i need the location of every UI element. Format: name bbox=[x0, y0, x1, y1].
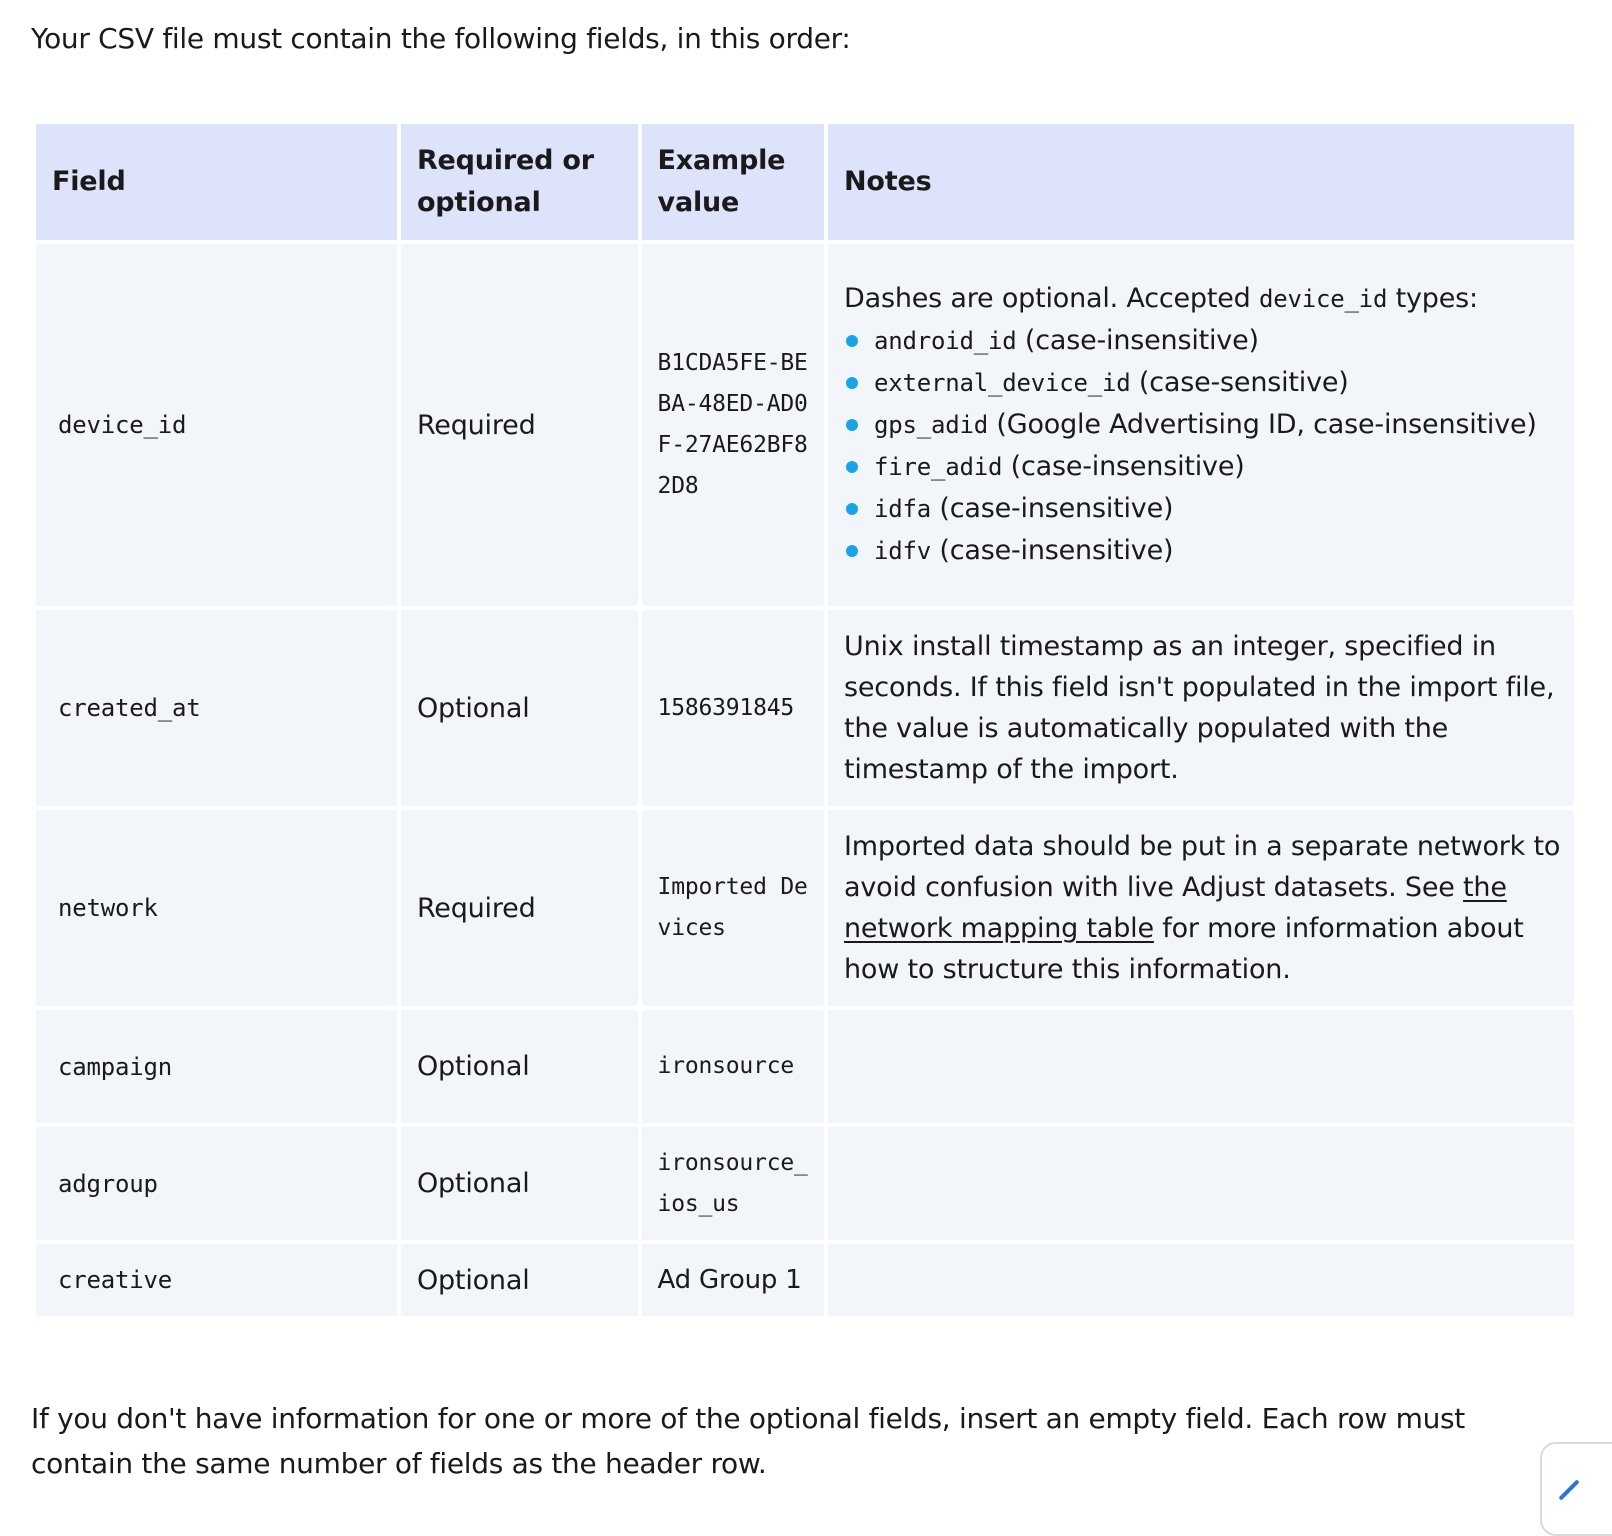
feedback-widget-button[interactable] bbox=[1540, 1442, 1612, 1536]
table-row bbox=[36, 1127, 1574, 1240]
notes-intro-code: device_id bbox=[1258, 285, 1388, 313]
header-example: Example value bbox=[642, 124, 824, 240]
field-name: device_id bbox=[36, 244, 397, 606]
field-notes bbox=[828, 244, 1574, 606]
notes-intro-suffix: types: bbox=[1387, 283, 1478, 314]
bullet-icon bbox=[846, 377, 858, 389]
field-name: adgroup bbox=[36, 1127, 397, 1240]
notes-text: Imported data should be put in a separate network to avoid confusion with live Adjust datasets. See bbox=[844, 831, 1561, 903]
list-item bbox=[844, 320, 1562, 362]
field-notes bbox=[828, 1244, 1574, 1316]
type-description: (case-insensitive) bbox=[1002, 451, 1245, 482]
field-requirement: Optional bbox=[401, 610, 638, 806]
notes-intro-text: Dashes are optional. Accepted bbox=[844, 283, 1259, 314]
network-mapping-table-link[interactable]: the network mapping table bbox=[844, 872, 1507, 944]
field-requirement: Optional bbox=[401, 1244, 638, 1316]
field-notes: Unix install timestamp as an integer, specified in seconds. If this field isn't populated in the import file, the value is automatically populated with the timestamp of the import. bbox=[828, 610, 1574, 806]
field-requirement: Optional bbox=[401, 1010, 638, 1123]
field-name: creative bbox=[36, 1244, 397, 1316]
field-example: ironsource bbox=[642, 1010, 824, 1123]
list-item bbox=[844, 404, 1562, 446]
type-description: (case-insensitive) bbox=[931, 493, 1174, 524]
field-notes bbox=[828, 1127, 1574, 1240]
bullet-icon bbox=[846, 335, 858, 347]
list-item bbox=[844, 446, 1562, 488]
field-name: campaign bbox=[36, 1010, 397, 1123]
intro-text: Your CSV file must contain the following fields, in this order: bbox=[31, 22, 851, 55]
type-description: (case-sensitive) bbox=[1130, 367, 1349, 398]
field-requirement: Required bbox=[401, 244, 638, 606]
list-item bbox=[844, 362, 1562, 404]
type-description: (case-insensitive) bbox=[1016, 325, 1259, 356]
type-code: idfa bbox=[874, 495, 932, 523]
field-example: ironsource_ios_us bbox=[642, 1127, 824, 1240]
header-notes: Notes bbox=[828, 124, 1574, 240]
table-row bbox=[36, 1010, 1574, 1123]
field-name: network bbox=[36, 810, 397, 1006]
table-header-row bbox=[36, 124, 1574, 240]
bullet-icon bbox=[846, 419, 858, 431]
field-requirement: Optional bbox=[401, 1127, 638, 1240]
field-example: B1CDA5FE-BEBA-48ED-AD0F-27AE62BF82D8 bbox=[642, 244, 824, 606]
field-requirement: Required bbox=[401, 810, 638, 1006]
field-notes bbox=[828, 1010, 1574, 1123]
list-item bbox=[844, 530, 1562, 572]
field-example: 1586391845 bbox=[642, 610, 824, 806]
notes-intro bbox=[844, 278, 1562, 320]
type-description: (Google Advertising ID, case-insensitive) bbox=[988, 409, 1537, 440]
table-row bbox=[36, 810, 1574, 1006]
table-row bbox=[36, 244, 1574, 606]
type-code: fire_adid bbox=[874, 453, 1003, 481]
field-name: created_at bbox=[36, 610, 397, 806]
table-row bbox=[36, 1244, 1574, 1316]
outro-text: If you don't have information for one or more of the optional fields, insert an empty field. Each row must contain the same number of fields as the header row. bbox=[31, 1402, 1465, 1480]
list-item bbox=[844, 488, 1562, 530]
table-row bbox=[36, 610, 1574, 806]
type-code: external_device_id bbox=[874, 369, 1131, 397]
bullet-icon bbox=[846, 503, 858, 515]
header-required: Required or optional bbox=[401, 124, 638, 240]
type-code: idfv bbox=[874, 537, 932, 565]
type-code: android_id bbox=[874, 327, 1017, 355]
field-example: Ad Group 1 bbox=[642, 1244, 824, 1316]
type-code: gps_adid bbox=[874, 411, 989, 439]
pencil-icon bbox=[1558, 1479, 1579, 1500]
field-example: Imported Devices bbox=[642, 810, 824, 1006]
device-id-types-list bbox=[844, 320, 1562, 572]
notes-text-suffix: for more information about how to structure this information. bbox=[844, 913, 1524, 985]
header-field: Field bbox=[36, 124, 397, 240]
type-description: (case-insensitive) bbox=[931, 535, 1174, 566]
bullet-icon bbox=[846, 545, 858, 557]
bullet-icon bbox=[846, 461, 858, 473]
field-notes bbox=[828, 810, 1574, 1006]
csv-fields-table bbox=[32, 120, 1578, 1320]
